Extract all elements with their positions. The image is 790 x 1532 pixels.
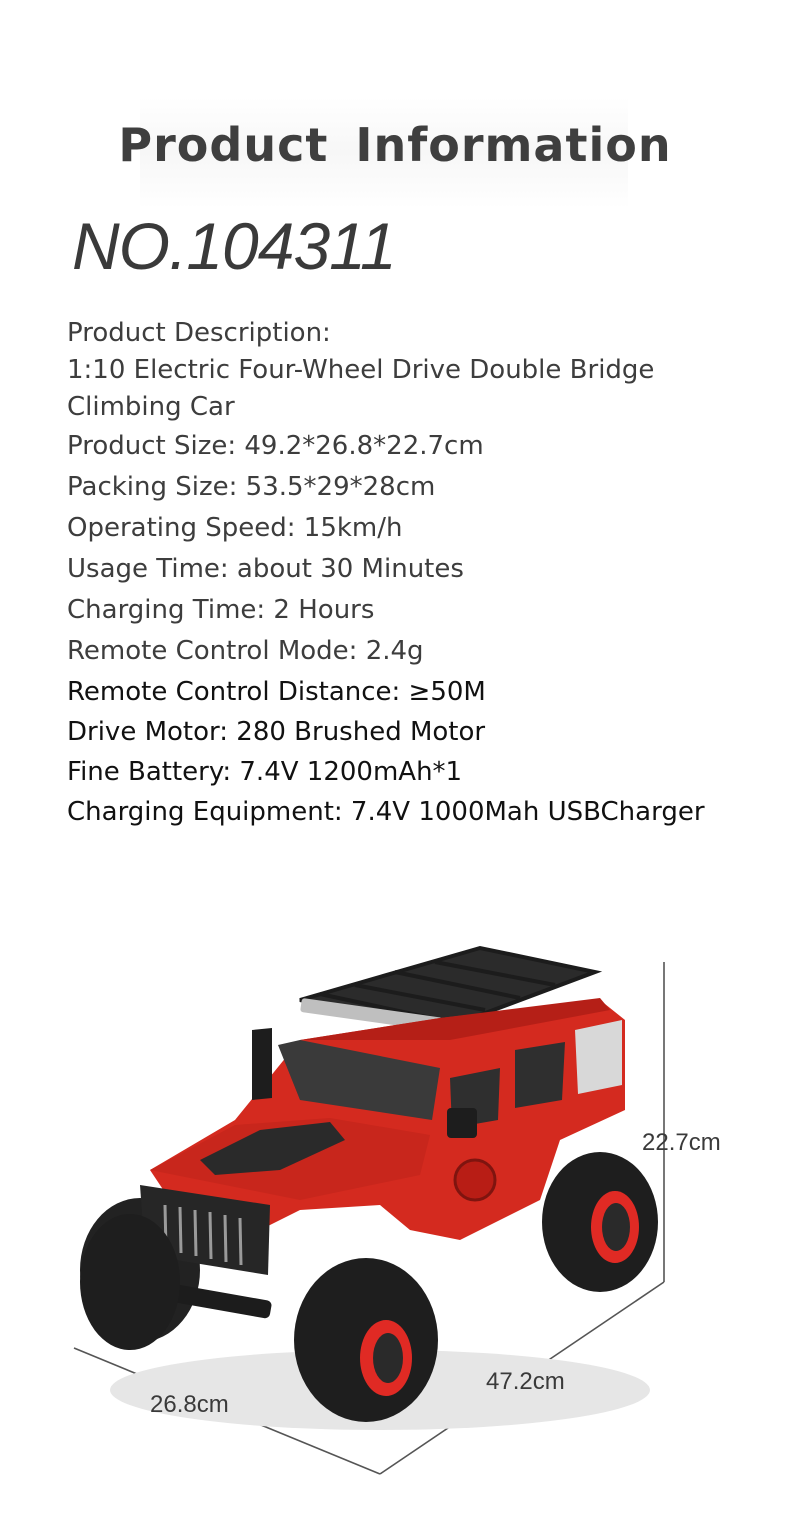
rear-window [575,1020,622,1094]
spec-description-label: Product Description: [67,318,331,348]
spec-remote-mode: Remote Control Mode: 2.4g [67,636,424,666]
side-mirror [447,1108,477,1138]
width-label: 26.8cm [150,1391,229,1418]
spec-charging-equipment: Charging Equipment: 7.4V 1000Mah USBCharger [67,797,705,827]
rear-right-wheel [542,1152,658,1292]
spec-list [67,315,767,832]
front-right-wheel [294,1258,438,1422]
spec-operating-speed: Operating Speed: 15km/h [67,513,403,543]
spec-battery: Fine Battery: 7.4V 1200mAh*1 [67,757,463,787]
rc-car-image [80,948,658,1430]
side-window-rear [515,1042,565,1108]
spec-description-line2: Climbing Car [67,392,235,422]
snorkel [252,1028,272,1100]
spec-drive-motor: Drive Motor: 280 Brushed Motor [67,717,486,747]
spec-packing-size: Packing Size: 53.5*29*28cm [67,472,436,502]
spec-product-size: Product Size: 49.2*26.8*22.7cm [67,431,484,461]
front-left-wheel [80,1214,180,1350]
spec-remote-distance: Remote Control Distance: ≥50M [67,677,486,707]
car-dimension-figure [0,930,790,1490]
height-label: 22.7cm [642,1129,721,1156]
model-number: NO.104311 [72,209,396,283]
page-title: Product Information [118,118,672,172]
spec-description-line1: 1:10 Electric Four-Wheel Drive Double Bridge [67,355,655,385]
spec-charging-time: Charging Time: 2 Hours [67,595,375,625]
length-label: 47.2cm [486,1368,565,1395]
side-logo [455,1160,495,1200]
spec-usage-time: Usage Time: about 30 Minutes [67,554,464,584]
